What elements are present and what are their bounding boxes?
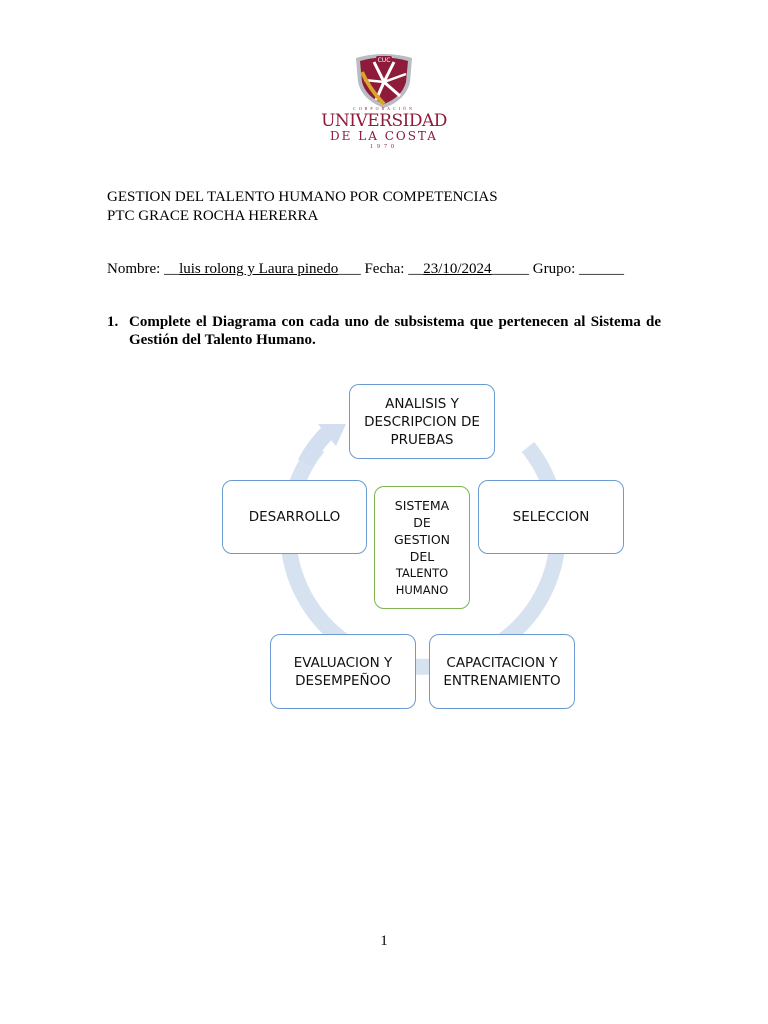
logo-universidad: UNIVERSIDAD [321,111,447,131]
box-seleccion[interactable] [478,480,624,554]
center-line4: DEL [409,548,435,564]
date-label: ___ Fecha: __ [338,261,424,277]
box-capacitacion-line1: CAPACITACION Y [446,654,558,671]
question-1 [107,313,661,349]
logo-de-la-costa: DE LA COSTA [330,129,438,143]
name-label: Nombre: __ [107,261,180,277]
center-line3: GESTION [393,531,451,547]
center-line5: TALENTO [395,565,449,580]
box-evaluacion-line1: EVALUACION Y [293,654,393,671]
question-text: Complete el Diagrama con cada uno de subsistema que pertenecen al Sistema de Gestión del Talento Humano. [129,314,661,348]
box-evaluacion-line2: DESEMPEÑOO [295,672,391,689]
arrow-head-icon [318,424,346,446]
logo-year: 1970 [370,144,398,150]
box-analisis-line3: PRUEBAS [390,431,454,448]
name-field[interactable]: luis rolong y Laura pinedo [179,261,339,277]
center-line6: HUMANO [395,582,449,597]
university-logo [318,52,450,156]
box-sistema-center[interactable] [374,486,470,609]
group-field[interactable]: _____ Grupo: ______ [491,261,625,277]
box-capacitacion[interactable] [429,634,575,709]
logo-corporacion: CORPORACIÓN [353,106,415,111]
teacher-name: PTC GRACE ROCHA HERERRA [107,208,319,224]
box-analisis-line1: ANALISIS Y [385,395,459,412]
box-desarrollo[interactable] [222,480,367,554]
date-field[interactable]: 23/10/2024 [423,261,492,277]
center-line1: SISTEMA [394,497,450,513]
box-analisis[interactable] [349,384,495,459]
box-analisis-line2: DESCRIPCION DE [364,413,480,430]
box-seleccion-label: SELECCION [512,509,590,525]
page-number: 1 [380,933,388,949]
box-evaluacion[interactable] [270,634,416,709]
center-line2: DE [413,514,431,530]
form-line [107,260,624,278]
box-desarrollo-label: DESARROLLO [248,509,341,525]
box-capacitacion-line2: ENTRENAMIENTO [443,672,561,689]
svg-text:CUC: CUC [377,57,391,64]
shield-icon [318,52,450,108]
question-number: 1. [107,314,119,330]
course-title: GESTION DEL TALENTO HUMANO POR COMPETENCIAS [107,189,498,205]
